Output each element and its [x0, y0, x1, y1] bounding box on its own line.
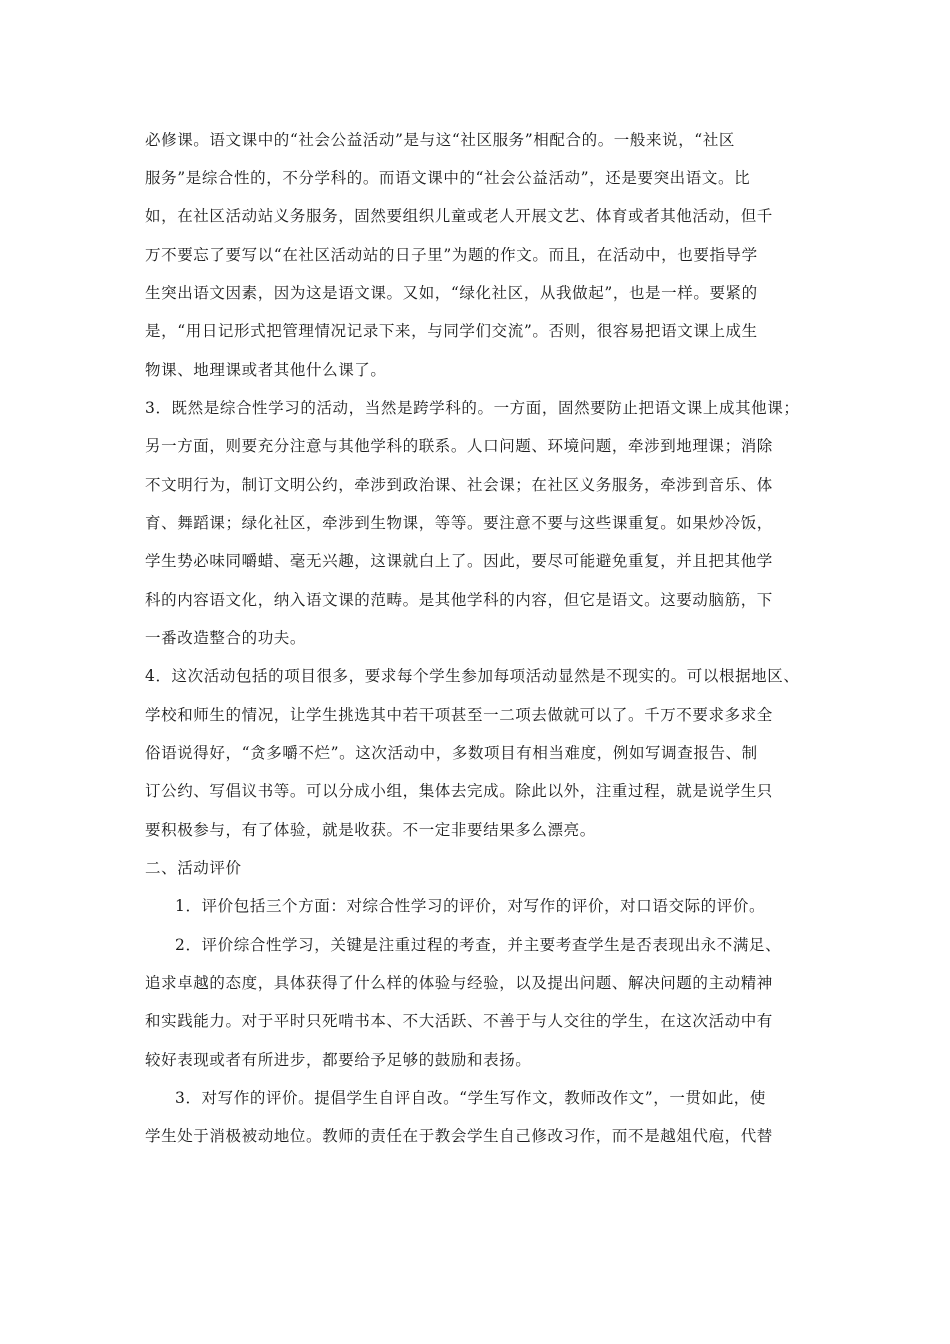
- text-line: 学生处于消极被动地位。教师的责任在于教会学生自己修改习作，而不是越俎代庖，代替: [145, 1127, 773, 1145]
- text-line: 学校和师生的情况，让学生挑选其中若干项甚至一二项去做就可以了。千万不要求多求全: [145, 706, 773, 724]
- text-line: 生突出语文因素，因为这是语文课。又如，“绿化社区，从我做起”，也是一样。要紧的: [145, 284, 758, 302]
- text-line: 3．对写作的评价。提倡学生自评自改。“学生写作文，教师改作文”，一贯如此，使: [175, 1089, 767, 1107]
- text-line: 必修课。语文课中的“社会公益活动”是与这“社区服务”相配合的。一般来说，“社区: [145, 131, 736, 149]
- section-heading: 二、活动评价: [145, 859, 242, 877]
- text-line: 一番改造整合的功夫。: [145, 629, 307, 647]
- text-line: 1．评价包括三个方面：对综合性学习的评价，对写作的评价，对口语交际的评价。: [175, 897, 766, 915]
- text-line: 3．既然是综合性学习的活动，当然是跨学科的。一方面，固然要防止把语文课上成其他课；: [145, 399, 800, 417]
- text-line: 科的内容语文化，纳入语文课的范畴。是其他学科的内容，但它是语文。这要动脑筋，下: [145, 591, 773, 609]
- text-line: 服务”是综合性的，不分学科的。而语文课中的“社会公益活动”，还是要突出语文。比: [145, 169, 751, 187]
- text-line: 追求卓越的态度，具体获得了什么样的体验与经验，以及提出问题、解决问题的主动精神: [145, 974, 773, 992]
- text-line: 学生势必味同嚼蜡、毫无兴趣，这课就白上了。因此，要尽可能避免重复，并且把其他学: [145, 552, 773, 570]
- text-line: 不文明行为，制订文明公约，牵涉到政治课、社会课；在社区义务服务，牵涉到音乐、体: [145, 476, 773, 494]
- text-line: 是，“用日记形式把管理情况记录下来，与同学们交流”。否则，很容易把语文课上成生: [145, 322, 758, 340]
- text-line: 订公约、写倡议书等。可以分成小组，集体去完成。除此以外，注重过程，就是说学生只: [145, 782, 773, 800]
- text-line: 和实践能力。对于平时只死啃书本、不大活跃、不善于与人交往的学生，在这次活动中有: [145, 1012, 773, 1030]
- text-line: 万不要忘了要写以“在社区活动站的日子里”为题的作文。而且，在活动中，也要指导学: [145, 246, 758, 264]
- text-line: 如，在社区活动站义务服务，固然要组织儿童或老人开展文艺、体育或者其他活动，但千: [145, 207, 773, 225]
- text-line: 要积极参与，有了体验，就是收获。不一定非要结果多么漂亮。: [145, 821, 596, 839]
- text-line: 较好表现或者有所进步，都要给予足够的鼓励和表扬。: [145, 1051, 532, 1069]
- text-line: 另一方面，则要充分注意与其他学科的联系。人口问题、环境问题，牵涉到地理课；消除: [145, 437, 773, 455]
- text-line: 2．评价综合性学习，关键是注重过程的考查，并主要考查学生是否表现出永不满足、: [175, 936, 782, 954]
- text-line: 4．这次活动包括的项目很多，要求每个学生参加每项活动显然是不现实的。可以根据地区、: [145, 667, 800, 685]
- text-line: 物课、地理课或者其他什么课了。: [145, 361, 387, 379]
- text-line: 俗语说得好，“贪多嚼不烂”。这次活动中，多数项目有相当难度，例如写调查报告、制: [145, 744, 758, 762]
- text-line: 育、舞蹈课；绿化社区，牵涉到生物课，等等。要注意不要与这些课重复。如果炒冷饭，: [145, 514, 773, 532]
